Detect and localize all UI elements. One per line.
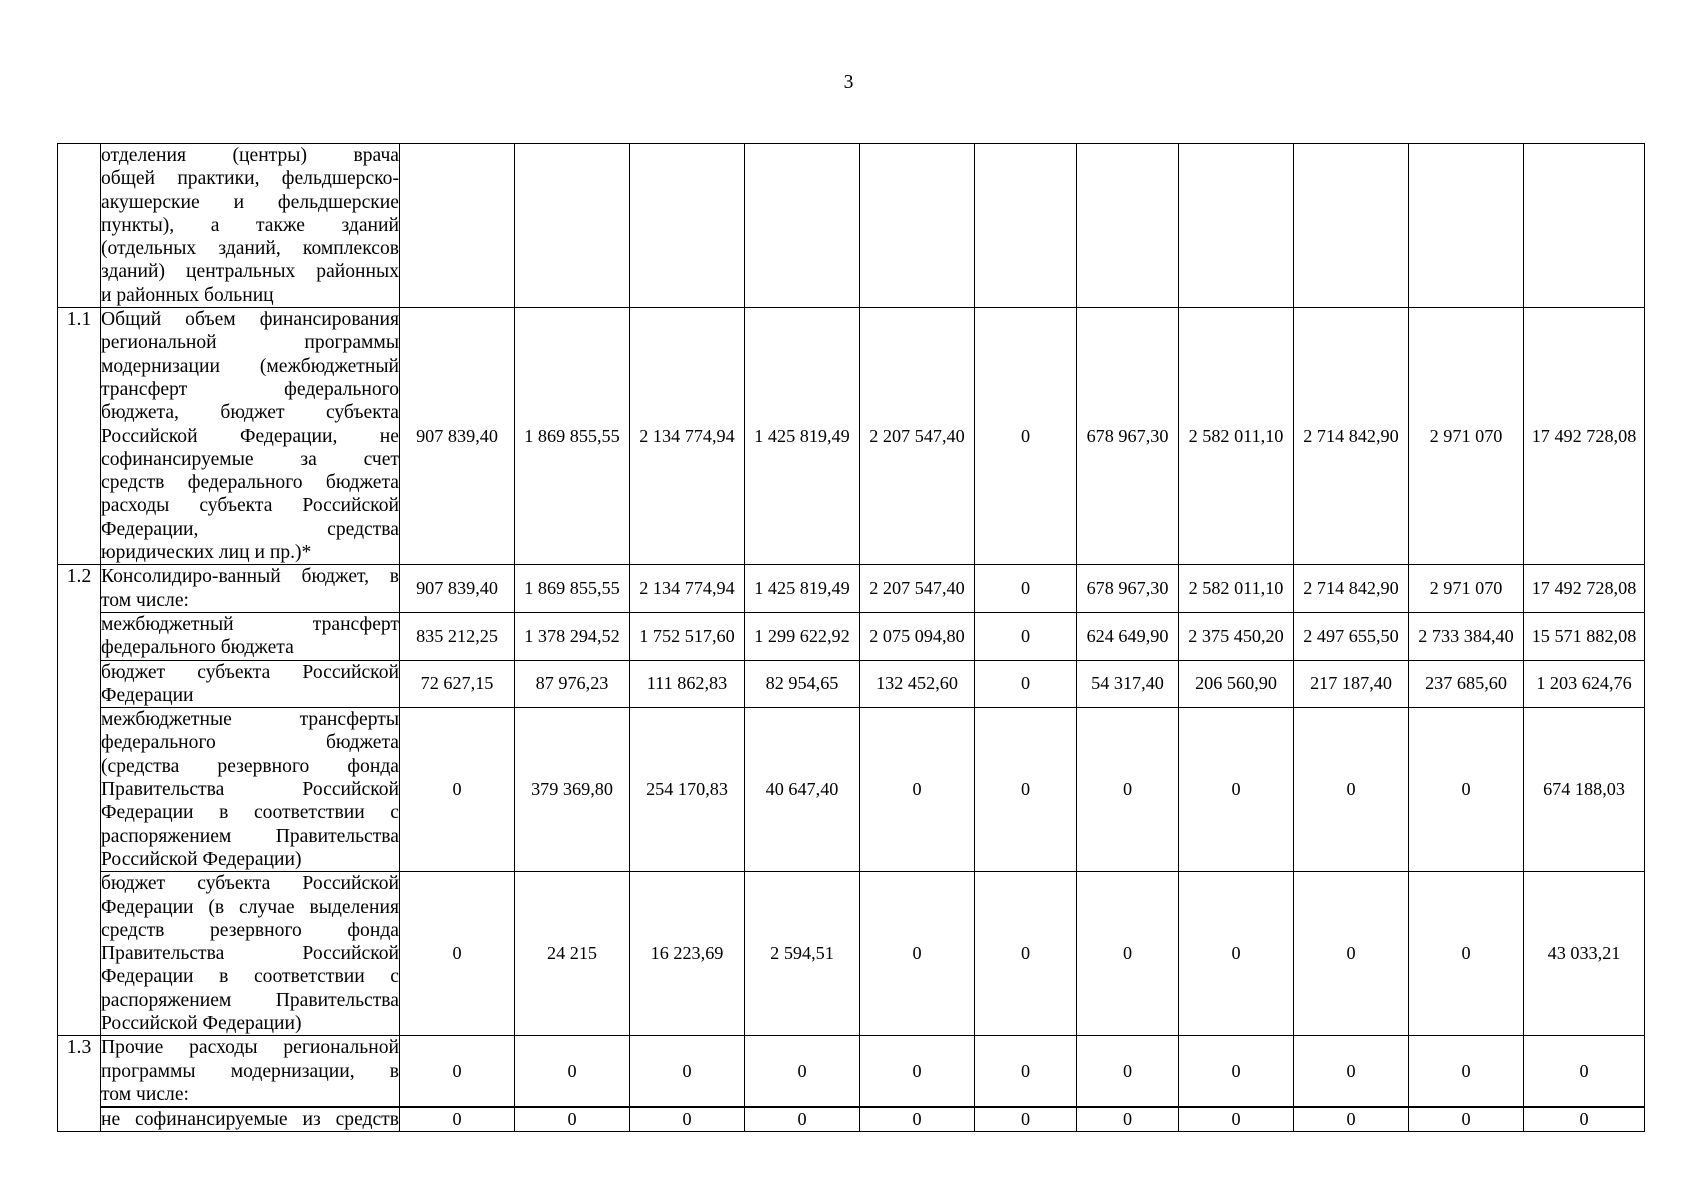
total-value-cell: 15 571 882,08 (1524, 612, 1645, 660)
description-line: Российской Федерации) (101, 848, 302, 870)
value-cell: 0 (400, 1036, 515, 1107)
value-cell: 0 (975, 1036, 1077, 1107)
value-cell: 2 971 070 (1409, 565, 1524, 613)
value-cell: 907 839,40 (400, 308, 515, 565)
total-value-cell: 1 203 624,76 (1524, 660, 1645, 708)
value-cell: 0 (975, 708, 1077, 872)
value-cell: 254 170,83 (630, 708, 745, 872)
table-row (58, 872, 1645, 1036)
description-line: Консолидиро-ванный бюджет, в (101, 566, 399, 588)
value-cell: 217 187,40 (1294, 660, 1409, 708)
value-cell: 0 (860, 1036, 975, 1107)
value-cell: 624 649,90 (1077, 612, 1179, 660)
value-cell: 206 560,90 (1179, 660, 1294, 708)
description-line: не софинансируемые из средств (101, 1109, 399, 1131)
description-line: том числе: (101, 1083, 189, 1105)
value-cell: 2 714 842,90 (1294, 308, 1409, 565)
value-cell: 16 223,69 (630, 872, 745, 1036)
value-cell (745, 144, 860, 308)
description-line: отделения (центры) врача (101, 145, 399, 166)
description-line: расходы субъекта Российской (101, 495, 399, 517)
table-body (58, 144, 1645, 1132)
value-cell (1179, 144, 1294, 308)
value-cell (630, 144, 745, 308)
item-description-cell (101, 565, 400, 613)
page-number: 3 (843, 72, 854, 93)
value-cell: 0 (1294, 872, 1409, 1036)
value-cell: 0 (1294, 1107, 1409, 1132)
financing-table (57, 143, 1645, 1132)
value-cell: 1 425 819,49 (745, 565, 860, 613)
value-cell: 0 (975, 872, 1077, 1036)
value-cell: 678 967,30 (1077, 308, 1179, 565)
value-cell: 1 752 517,60 (630, 612, 745, 660)
item-description-cell (101, 612, 400, 660)
value-cell: 0 (1077, 872, 1179, 1036)
value-cell: 0 (630, 1107, 745, 1132)
value-cell (1077, 144, 1179, 308)
value-cell: 1 378 294,52 (515, 612, 630, 660)
value-cell: 2 075 094,80 (860, 612, 975, 660)
value-cell: 0 (1409, 1107, 1524, 1132)
description-line: трансферт федерального (101, 378, 399, 400)
value-cell (1409, 144, 1524, 308)
description-line: софинансируемые за счет (101, 448, 399, 470)
total-value-cell: 17 492 728,08 (1524, 308, 1645, 565)
value-cell: 2 582 011,10 (1179, 565, 1294, 613)
table-row (58, 308, 1645, 565)
value-cell: 2 714 842,90 (1294, 565, 1409, 613)
description-line: бюджет субъекта Российской (101, 661, 399, 683)
value-cell: 0 (1179, 1107, 1294, 1132)
table-row (58, 1107, 1645, 1132)
total-value-cell (1524, 144, 1645, 308)
table-row (58, 1036, 1645, 1107)
description-line: Российской Федерации, не (101, 425, 399, 447)
description-line: Федерации в соответствии с (101, 966, 399, 988)
value-cell: 0 (1179, 1036, 1294, 1107)
value-cell: 2 594,51 (745, 872, 860, 1036)
total-value-cell: 0 (1524, 1036, 1645, 1107)
table-row (58, 565, 1645, 613)
value-cell: 87 976,23 (515, 660, 630, 708)
value-cell: 54 317,40 (1077, 660, 1179, 708)
value-cell: 0 (1077, 708, 1179, 872)
description-line: федерального бюджета (101, 637, 294, 659)
item-number-cell (58, 144, 101, 308)
value-cell: 0 (1077, 1036, 1179, 1107)
value-cell (1294, 144, 1409, 308)
description-line: зданий) центральных районных (101, 261, 399, 283)
description-line: модернизации (межбюджетный (101, 355, 399, 377)
item-description-cell (101, 660, 400, 708)
value-cell: 72 627,15 (400, 660, 515, 708)
description-line: средств федерального бюджета (101, 472, 399, 494)
description-line: региональной программы (101, 332, 399, 354)
value-cell: 0 (1179, 872, 1294, 1036)
value-cell: 0 (1409, 1036, 1524, 1107)
value-cell: 0 (975, 1107, 1077, 1132)
description-line: программы модернизации, в (101, 1060, 399, 1082)
description-line: том числе: (101, 589, 189, 611)
value-cell: 0 (630, 1036, 745, 1107)
description-line: общей практики, фельдшерско- (101, 168, 399, 190)
description-line: Правительства Российской (101, 779, 399, 801)
description-line: Общий объем финансирования (101, 309, 399, 331)
description-line: Федерации, средства (101, 518, 399, 540)
item-description-cell (101, 1036, 400, 1107)
item-description-cell (101, 872, 400, 1036)
value-cell: 0 (975, 612, 1077, 660)
value-cell: 1 425 819,49 (745, 308, 860, 565)
item-description-cell (101, 308, 400, 565)
value-cell: 0 (515, 1107, 630, 1132)
value-cell: 2 207 547,40 (860, 308, 975, 565)
description-line: межбюджетные трансферты (101, 709, 399, 731)
item-number-cell: 1.2 (58, 565, 101, 1036)
description-line: (отдельных зданий, комплексов (101, 238, 399, 260)
value-cell: 1 869 855,55 (515, 308, 630, 565)
value-cell: 0 (860, 1107, 975, 1132)
value-cell: 1 869 855,55 (515, 565, 630, 613)
description-line: межбюджетный трансферт (101, 613, 399, 635)
value-cell: 2 497 655,50 (1294, 612, 1409, 660)
table-row (58, 612, 1645, 660)
description-line: распоряжением Правительства (101, 825, 399, 847)
value-cell: 0 (1294, 708, 1409, 872)
total-value-cell: 674 188,03 (1524, 708, 1645, 872)
value-cell (975, 144, 1077, 308)
description-line: акушерские и фельдшерские (101, 191, 399, 213)
value-cell: 907 839,40 (400, 565, 515, 613)
item-description-cell (101, 1107, 400, 1132)
value-cell: 132 452,60 (860, 660, 975, 708)
total-value-cell: 43 033,21 (1524, 872, 1645, 1036)
description-line: распоряжением Правительства (101, 989, 399, 1011)
value-cell: 0 (1179, 708, 1294, 872)
value-cell: 0 (1409, 708, 1524, 872)
table-row (58, 144, 1645, 308)
value-cell: 2 971 070 (1409, 308, 1524, 565)
description-line: бюджет субъекта Российской (101, 873, 399, 895)
value-cell: 24 215 (515, 872, 630, 1036)
item-description-cell (101, 708, 400, 872)
value-cell: 379 369,80 (515, 708, 630, 872)
value-cell: 0 (860, 872, 975, 1036)
value-cell: 0 (745, 1107, 860, 1132)
total-value-cell: 17 492 728,08 (1524, 565, 1645, 613)
value-cell: 2 582 011,10 (1179, 308, 1294, 565)
description-line: Федерации (101, 684, 194, 706)
description-line: Правительства Российской (101, 943, 399, 965)
value-cell: 0 (745, 1036, 860, 1107)
description-line: юридических лиц и пр.)* (101, 542, 312, 564)
value-cell: 678 967,30 (1077, 565, 1179, 613)
value-cell: 0 (400, 708, 515, 872)
value-cell: 835 212,25 (400, 612, 515, 660)
table-row (58, 660, 1645, 708)
value-cell: 2 134 774,94 (630, 565, 745, 613)
value-cell: 0 (975, 565, 1077, 613)
description-line: Федерации (в случае выделения (101, 896, 399, 918)
description-line: пункты), а также зданий (101, 214, 399, 236)
total-value-cell: 0 (1524, 1107, 1645, 1132)
value-cell: 0 (975, 660, 1077, 708)
value-cell: 40 647,40 (745, 708, 860, 872)
description-line: федерального бюджета (101, 732, 399, 754)
value-cell: 0 (1294, 1036, 1409, 1107)
value-cell: 82 954,65 (745, 660, 860, 708)
value-cell (860, 144, 975, 308)
value-cell: 0 (975, 308, 1077, 565)
value-cell (515, 144, 630, 308)
value-cell: 2 375 450,20 (1179, 612, 1294, 660)
value-cell (400, 144, 515, 308)
value-cell: 0 (400, 1107, 515, 1132)
value-cell: 2 207 547,40 (860, 565, 975, 613)
value-cell: 111 862,83 (630, 660, 745, 708)
value-cell: 0 (1409, 872, 1524, 1036)
description-line: и районных больниц (101, 284, 274, 306)
value-cell: 2 733 384,40 (1409, 612, 1524, 660)
description-line: Российской Федерации) (101, 1012, 302, 1034)
value-cell: 2 134 774,94 (630, 308, 745, 565)
description-line: средств резервного фонда (101, 919, 399, 941)
description-line: Прочие расходы региональной (101, 1037, 399, 1059)
item-description-cell (101, 144, 400, 308)
value-cell: 0 (400, 872, 515, 1036)
value-cell: 0 (1077, 1107, 1179, 1132)
description-line: Федерации в соответствии с (101, 802, 399, 824)
value-cell: 0 (515, 1036, 630, 1107)
value-cell: 237 685,60 (1409, 660, 1524, 708)
description-line: (средства резервного фонда (101, 755, 399, 777)
table-row (58, 708, 1645, 872)
value-cell: 1 299 622,92 (745, 612, 860, 660)
description-line: бюджета, бюджет субъекта (101, 402, 399, 424)
item-number-cell: 1.1 (58, 308, 101, 565)
value-cell: 0 (860, 708, 975, 872)
item-number-cell: 1.3 (58, 1036, 101, 1132)
